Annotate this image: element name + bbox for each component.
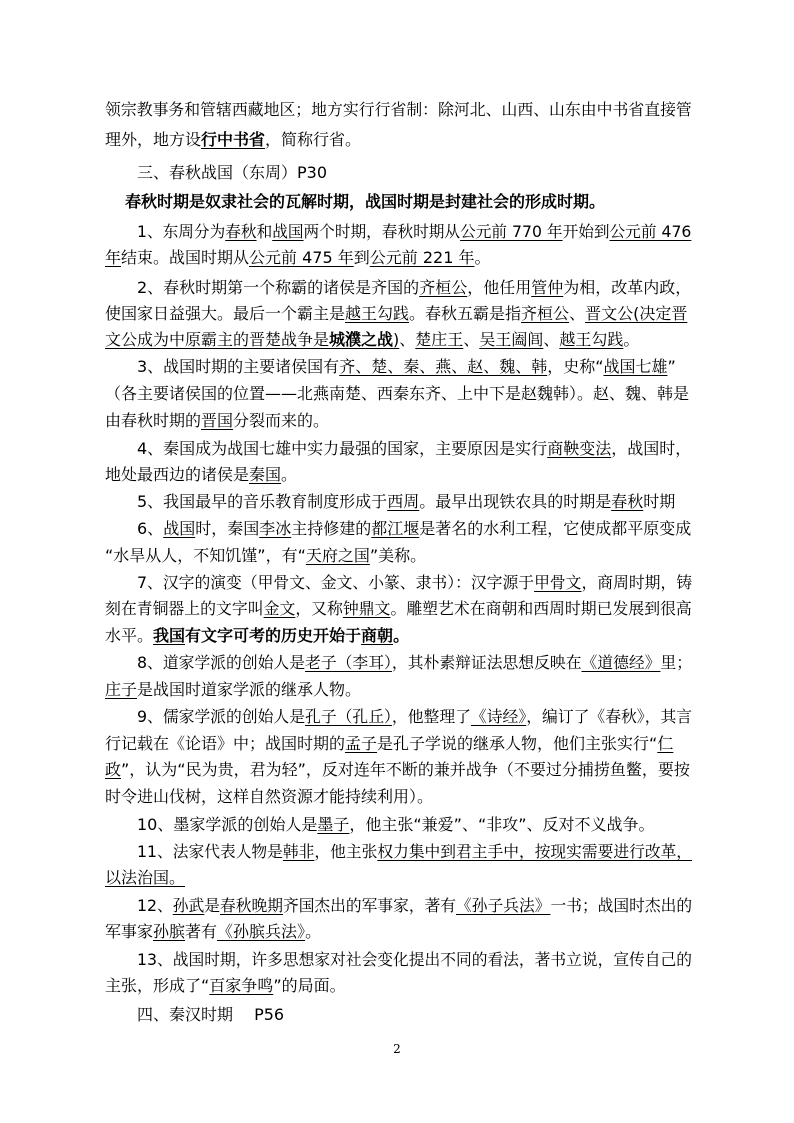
text-run: 都江堰 [371,519,420,538]
text-run: 年 [105,248,122,267]
text-run: 为相，改革内政， [563,278,692,297]
text-line [137,842,692,862]
text-run: 越王勾践 [345,304,410,323]
text-run: 城濮之战 [329,330,394,349]
text-run: 水平。 [105,626,154,645]
text-run: ，他主张“兼爱”、“非攻”、反对不义战争。 [349,815,655,834]
text-run: 政 [105,760,122,779]
text-line [105,330,639,350]
text-run: 齐国杰出的军事家，著有 [282,896,457,915]
text-line [137,278,691,298]
text-run: 时期 [643,492,676,511]
text-run: 分裂而来的。 [233,411,330,430]
text-run: 5、我国最早的音乐教育制度形成于 [137,492,388,511]
text-run: 晋国 [201,411,234,430]
text-run: 军事家 [105,922,154,941]
text-run: 。 [305,922,322,941]
text-line [105,868,185,888]
text-run: 、 [399,330,416,349]
text-run: ，他整理了 [391,707,471,726]
text-run: 《诗经》 [470,707,527,726]
text-run: 公元前 475 年 [249,248,354,267]
text-line [105,384,689,404]
text-run: 春秋晚期 [220,896,283,915]
text-line [105,922,321,942]
text-run: 。 [474,248,491,267]
text-line [105,599,692,619]
text-line [105,680,361,700]
text-run: ”，认为“民为贵，君为轻”，反对连年不断的兼并战争（不要过分捕捞鱼鳖，要按 [121,760,690,779]
text-run: 刻在青铜器上的文字叫 [105,599,264,618]
text-run: 1、东周分为 [137,222,226,241]
text-run: 《道德经》 [581,653,661,672]
text-line [125,192,605,212]
text-run: 四、秦汉时期 P56 [137,1005,285,1024]
text-run: 战国七雄 [603,357,668,376]
text-run: ”美称。 [369,546,427,565]
text-run: 西周 [387,492,420,511]
text-line [137,950,692,970]
text-run: 是战国时道家学派的继承人物。 [137,680,362,699]
text-run: 3、战国时期的主要诸侯国有 [137,357,340,376]
text-run: 行中书省 [201,130,266,149]
text-line [137,707,692,727]
text-run: 。最早出现铁农具的时期是 [419,492,612,511]
text-run: 。 [623,330,640,349]
text-line [105,760,690,780]
text-run: 老子（李耳） [305,653,392,672]
text-run: 著有 [185,922,218,941]
text-run: 甲骨文 [534,573,582,592]
text-run: ，其朴素辩证法思想反映在 [391,653,582,672]
text-run: 越王勾践 [559,330,624,349]
text-run: 天府之国 [305,546,370,565]
text-run: “水旱从人，不知饥馑”，有“ [105,546,306,565]
text-run: 孙膑 [153,922,186,941]
text-run: 商朝 [361,626,394,645]
text-run: 11、法家代表人物是 [137,842,283,861]
text-line [137,1005,284,1025]
text-run: 结束。战国时期从 [121,248,250,267]
text-run: 李冰 [259,519,292,538]
text-run: ，商周时期，铸 [581,573,693,592]
text-line [137,573,692,593]
text-line [105,465,297,485]
text-run: ”的局面。 [273,976,346,995]
text-run: 13、战国时期，许多思想家对社会变化提出不同的看法，著书立说，宣传自己的 [137,950,692,969]
text-run: 开始到 [562,222,610,241]
text-run: （各主要诸侯国的位置——北燕南楚、西秦东齐、上中下是赵魏韩）。赵、魏、韩是 [105,384,690,403]
text-run: 墨子 [317,815,350,834]
text-run: ，又称 [295,599,343,618]
text-run: 领宗教事务和管辖西藏地区；地方实行行省制：除河北、山西、山东由中书省直接管 [105,100,692,119]
text-line [105,248,491,268]
text-run: 使国家日益强大。最后一个霸主是 [105,304,346,323]
text-run: 战国 [163,519,196,538]
text-run: ” [667,357,676,376]
text-run: 《孙膑兵法》 [217,922,306,941]
text-run: 韩非 [282,842,315,861]
text-run: 晋文公(决定晋 [585,304,688,323]
text-run: 2、春秋时期第一个称霸的诸侯是齐国的 [137,278,420,297]
text-run: 。 [393,626,410,645]
text-line [137,492,675,512]
text-run: 钟鼎文 [342,599,391,618]
text-line [105,100,692,120]
text-line [105,304,687,324]
text-run: 三、春秋战国（东周）P30 [137,163,328,182]
text-run: ，史称“ [547,357,604,376]
text-run: 12、 [137,896,173,915]
text-line [105,626,409,646]
text-run: 齐桓公 [521,304,570,323]
text-run: 一书；战国时杰出的 [550,896,693,915]
text-run: 庄子 [105,680,138,699]
text-run: 春秋 [611,492,644,511]
text-run: 4、秦国成为战国七雄中实力最强的国家，主要原因是实行 [137,439,548,458]
text-run: ，战国时， [611,439,692,458]
text-run: 《孙子兵法》 [456,896,551,915]
text-run: 权力集中到君主手中，按现实需要进行改革， [377,842,693,861]
text-run: 秦国 [249,465,282,484]
text-run: 时，秦国 [195,519,260,538]
text-run: 由春秋时期的 [105,411,202,430]
text-line [137,896,692,916]
text-run: 战国 [272,222,304,241]
page-number: 2 [393,1042,401,1056]
text-run: 是孔子学说的继承人物，他们主张实行“ [377,734,658,753]
text-run: 主持修建的 [291,519,372,538]
text-run: 、 [463,330,480,349]
text-run: 两个时期，春秋时期从 [303,222,461,241]
text-run: 春秋时期是奴隶社会的瓦解时期，战国时期是封建社会的形成时期。 [125,192,606,211]
text-run: 是著名的水利工程，它使成都平原变成 [419,519,692,538]
text-run: 孙武 [172,896,205,915]
text-run: 公元前 221 年 [369,248,475,267]
text-run: 。雕塑艺术在商朝和西周时期已发展到很高 [390,599,692,618]
text-run: ，他主张 [314,842,378,861]
text-run: 。春秋五霸是指 [409,304,522,323]
text-line [105,976,346,996]
text-run: 主张，形成了“ [105,976,210,995]
text-run: ，编订了《春秋》，其言 [526,707,693,726]
text-run: ，他任用 [467,278,532,297]
text-run: 10、墨家学派的创始人是 [137,815,318,834]
text-line [105,411,329,431]
text-run: 我国 [153,626,186,645]
text-run: 孔子（孔丘） [305,707,392,726]
text-line [105,546,426,566]
text-run: 、 [543,330,560,349]
text-run: 仁 [657,734,674,753]
text-line [137,653,692,673]
text-line [105,734,673,754]
text-run: ) [393,330,400,349]
text-run: 楚庄王 [415,330,464,349]
text-run: 和 [256,222,273,241]
text-run: 。 [281,465,298,484]
text-run: 行记载在《论语》中；战国时期的 [105,734,346,753]
text-run: 时令进山伐树，这样自然资源才能持续利用）。 [105,787,434,806]
text-line [137,439,691,459]
text-run: 管仲 [531,278,564,297]
text-run: 到 [353,248,370,267]
text-run: 地处最西边的诸侯是 [105,465,250,484]
text-run: 里； [660,653,693,672]
text-run: 齐、楚、秦、燕、赵、魏、韩 [339,357,548,376]
text-line [105,787,433,807]
text-run: 百家争鸣 [209,976,274,995]
text-run: 公元前 770 年 [460,222,563,241]
text-run: 齐桓公 [419,278,468,297]
text-line [137,222,691,242]
text-run: 理外，地方设 [105,130,202,149]
text-run: 8、道家学派的创始人是 [137,653,306,672]
text-run: 文公成为中原霸主的晋楚战争是 [105,330,330,349]
text-line [137,815,655,835]
text-run: 吴王阖闾 [479,330,544,349]
text-run: ，简称行省。 [265,130,362,149]
text-line [105,130,361,150]
text-run: 商鞅变法 [547,439,612,458]
text-run: 是 [204,896,220,915]
text-line [137,163,327,183]
text-line [137,519,691,539]
text-run: 春秋 [225,222,257,241]
text-run: 金文 [263,599,296,618]
text-line [137,357,676,377]
text-run: 有文字可考的历史开始于 [185,626,362,645]
text-run: 9、儒家学派的创始人是 [137,707,306,726]
text-run: 孟子 [345,734,378,753]
text-run: 7、汉字的演变（甲骨文、金文、小篆、隶书）：汉字源于 [137,573,535,592]
text-run: 公元前 476 [609,222,692,241]
text-run: 、 [569,304,586,323]
text-run: 以法治国。 [105,868,186,887]
text-run: 6、 [137,519,164,538]
